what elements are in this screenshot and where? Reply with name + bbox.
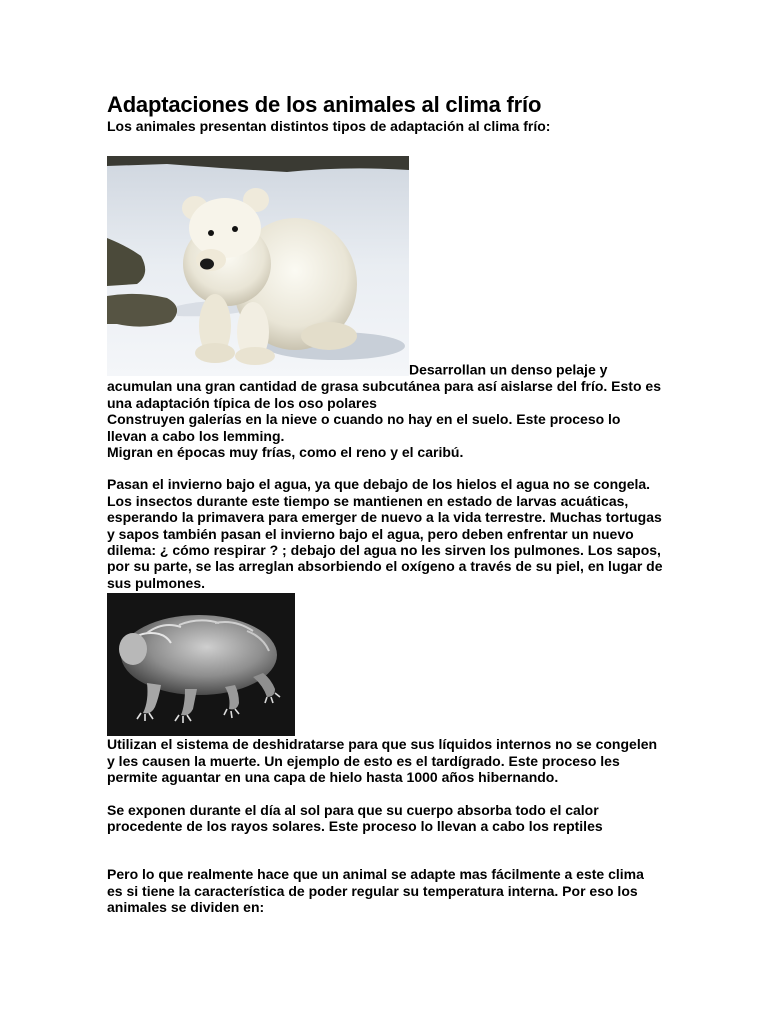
polar-bear-text-rest: acumulan una gran cantidad de grasa subcutánea para así aislarse del frío. Esto es una adaptación típica de los oso polares: [107, 378, 661, 411]
polar-bear-cub-photo: [107, 156, 409, 376]
polar-bear-paragraph: [107, 134, 663, 411]
temperature-regulation-paragraph: Pero lo que realmente hace que un animal se adapte mas fácilmente a este clima es si tiene la característica de poder regular su temperatura interna. Por eso los animales se dividen en:: [107, 866, 644, 916]
underwater-paragraph: Pasan el invierno bajo el agua, ya que debajo de los hielos el agua no se congela. Los insectos durante este tiempo se mantienen en estado de larvas acuáticas, esperando la primavera para emerger de nuevo a la vida terrestre. Muchas tortugas y sapos también pasan el invierno bajo el agua, pero deben enfrentar un nuevo dilema: ¿ cómo respirar ? ; debajo del agua no les sirven los pulmones. Los sapos, por su parte, se las arreglan absorbiendo el oxígeno a través de su piel, en lugar de sus pulmones.: [107, 476, 663, 591]
migration-paragraph: Migran en épocas muy frías, como el reno y el caribú.: [107, 444, 464, 461]
document-page: [107, 92, 663, 916]
dehydration-paragraph: Utilizan el sistema de deshidratarse para que sus líquidos internos no se congelen y les causen la muerte. Un ejemplo de esto es el tardígrado. Este proceso les permite aguantar en una capa de hielo hasta 1000 años hibernando.: [107, 736, 658, 786]
intro-paragraph: Los animales presentan distintos tipos de adaptación al clima frío:: [107, 118, 551, 134]
polar-bear-text-inline: Desarrollan un denso pelaje y: [409, 362, 608, 378]
page-title: Adaptaciones de los animales al clima frío: [107, 92, 542, 117]
tardigrade-microscope-photo: [107, 593, 295, 736]
lemming-paragraph: Construyen galerías en la nieve o cuando no hay en el suelo. Este proceso lo llevan a cabo los lemming.: [107, 411, 621, 444]
sun-exposure-paragraph: Se exponen durante el día al sol para que su cuerpo absorba todo el calor procedente de los rayos solares. Este proceso lo llevan a cabo los reptiles: [107, 801, 603, 834]
